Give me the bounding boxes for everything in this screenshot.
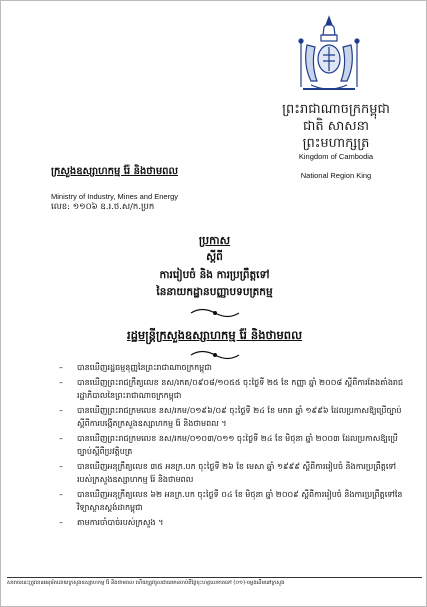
document-subject-line1: ការរៀបចំ និង ការប្រព្រឹត្តទៅ [159,269,270,281]
bullet-dash-icon: – [59,434,63,443]
document-subject-line2: នៃនាយកដ្ឋានបញ្ញាបទបត្រកម្ម [156,286,273,298]
document-type: ប្រកាស [198,234,231,247]
bullet-dash-icon: – [59,518,63,527]
kingdom-header [271,101,401,162]
list-item [59,376,404,402]
bullet-dash-icon: – [59,462,63,471]
kingdom-name-kh: ព្រះរាជាណាចក្រកម្ពុជា [282,102,390,117]
document-about: ស្តីពី [206,251,223,263]
reference-text: បានឃើញព្រះរាជក្រមលេខ នស/រកម/០១០៣/០១១ ចុះថ្ងៃទី ២៤ ខែ មិថុនា ឆ្នាំ ២០០៣ ដែលប្រកាសឱ្យប្រើច្បាប់ស្តីពីប្រវត្តិបត្រ [77,434,398,456]
divider-ornament-icon [189,306,241,320]
reference-text: បានឃើញរដ្ឋធម្មនុញ្ញនៃព្រះរាជាណាចក្រកម្ពុជា [77,363,212,372]
divider-ornament-icon [189,348,241,362]
list-item [59,460,404,486]
ministry-name-en: Ministry of Industry, Mines and Energy [51,192,178,201]
bullet-dash-icon: – [59,378,63,387]
national-motto-en [271,171,401,181]
reference-text: បានឃើញអនុក្រឹត្យលេខ ៦២ អនក្រ.បក ចុះថ្ងៃទី ០៤ ខែ មិថុនា ឆ្នាំ ២០០៩ ស្តីពីការរៀបចំ និងការប្រព្រឹត្តទៅនៃវិទ្យាស្ថានស្តង់ដាកម្ពុជា [77,490,403,512]
ministry-block [51,165,231,213]
bullet-dash-icon: – [59,490,63,499]
page-footer: សារាចរនេះត្រូវបានអនុម័តដោយក្រសួងឧស្សាហកម្ម រ៉ែ និងថាមពល ហើយត្រូវចូលជាធរមានចាប់ពីថ្ងៃចុះហត្ថលេខាតទៅ (០១)-ចម្លងដើមនៅក្រសួង [7,577,422,587]
reference-list [59,361,404,531]
reference-text: តាមការចាំបាច់របស់ក្រសួង ។ [77,518,164,527]
list-item [59,488,404,514]
kingdom-name-en: Kingdom of Cambodia [298,152,374,161]
list-item [59,516,404,529]
national-motto-en-text: National Region King [300,171,372,180]
reference-text: បានឃើញព្រះរាជក្រឹត្យលេខ នស/រកត/០៩០៨/១០៥៥ ចុះថ្ងៃទី ២៥ ខែ កញ្ញា ឆ្នាំ ២០០៨ ស្តីពីការតែងតាំងរាជរដ្ឋាភិបាលនៃព្រះរាជាណាចក្រកម្ពុជា [77,378,404,400]
list-item [59,361,404,374]
list-item [59,404,404,430]
reference-number: លេខ: ១១០៦ ឧ.រ.ថ.ស/ក.ប្រក [51,202,155,212]
bullet-dash-icon: – [59,406,63,415]
list-item [59,432,404,458]
royal-arms-emblem-icon [297,15,361,97]
issuer-title: រដ្ឋមន្ត្រីក្រសួងឧស្សាហកម្ម រ៉ែ និងថាមពល [126,328,303,342]
bullet-dash-icon: – [59,363,63,372]
national-motto-kh: ជាតិ សាសនា ព្រះមហាក្សត្រ [302,119,370,151]
ministry-name-kh: ក្រសួងឧស្សាហកម្ម រ៉ែ និងថាមពល [51,166,179,177]
reference-text: បានឃើញព្រះរាជក្រមលេខ នស/រកម/០១៩៦/០៩ ចុះថ្ងៃទី ២៤ ខែ មករា ឆ្នាំ ១៩៩៦ ដែលប្រកាសឱ្យប្រើច្បាប់ស្តីពីការបង្កើតក្រសួងឧស្សាហកម្ម រ៉ែ និងថាមពល ។ [77,406,402,428]
reference-text: បានឃើញអនុក្រឹត្យលេខ ៣៥ អនក្រ.បក ចុះថ្ងៃទី ២៦ ខែ មេសា ឆ្នាំ ១៩៩៩ ស្តីពីការរៀបចំ និងការប្រព្រឹត្តទៅរបស់ក្រសួងឧស្សាហកម្ម រ៉ែ និងថាមពល [77,462,397,484]
